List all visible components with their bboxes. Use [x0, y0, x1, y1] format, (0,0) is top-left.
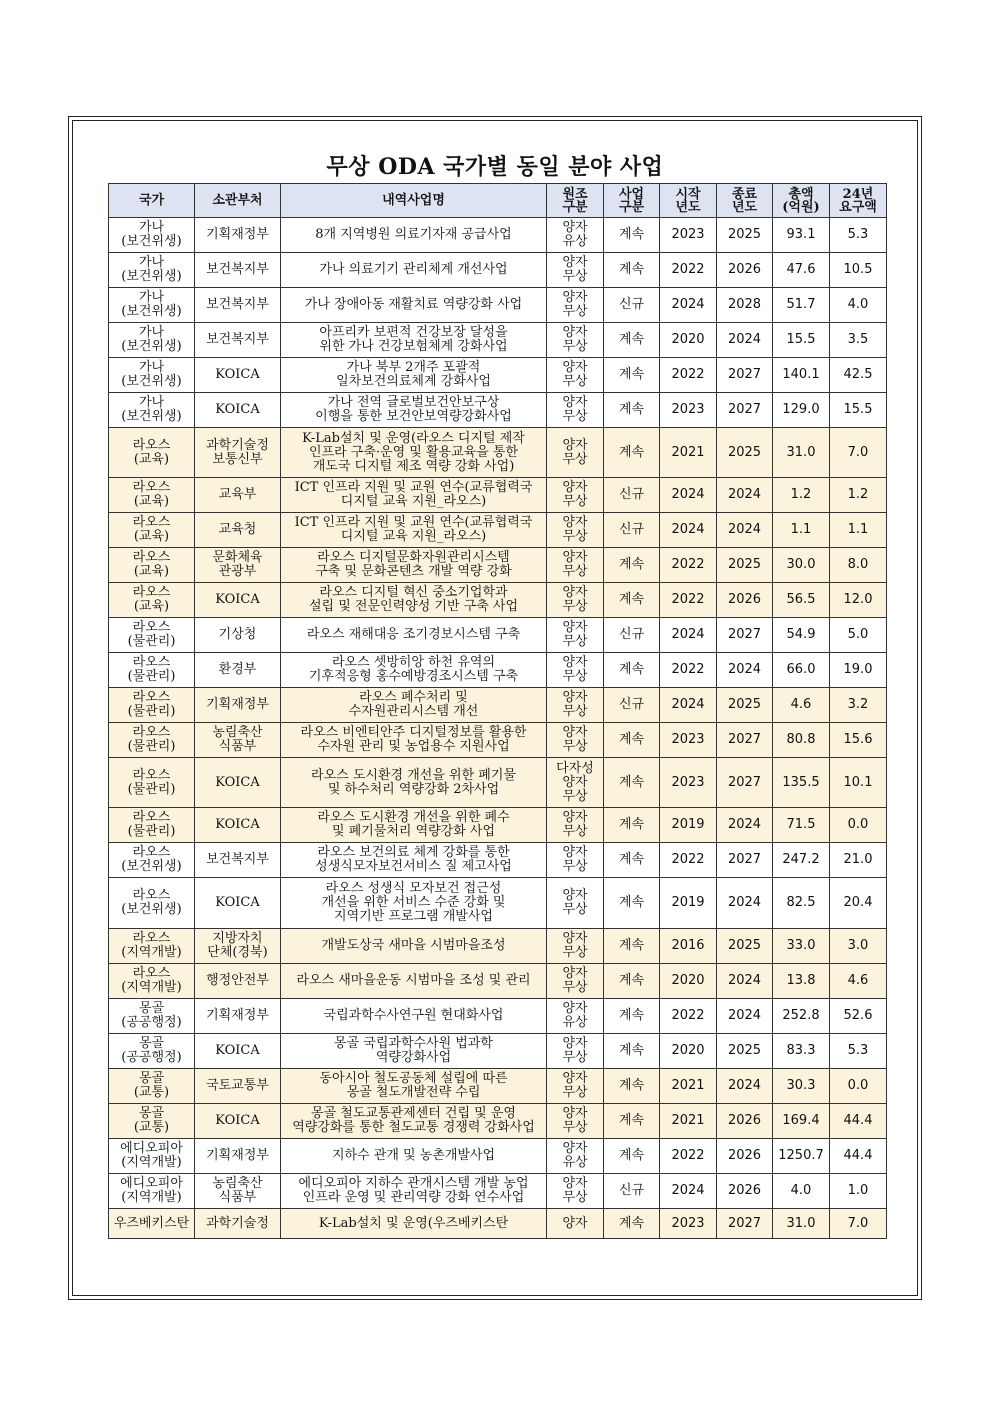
cell-country: 라오스 (교육) [109, 513, 195, 548]
cell-biz-type: 계속 [604, 758, 660, 808]
cell-biz-type: 계속 [604, 323, 660, 358]
cell-end-year: 2026 [717, 253, 773, 288]
cell-project: 라오스 셋방히앙 하천 유역의 기후적응형 홍수예방경조시스템 구축 [281, 653, 547, 688]
cell-end-year: 2025 [717, 218, 773, 253]
cell-end-year: 2027 [717, 618, 773, 653]
cell-aid-type: 양자 무상 [547, 548, 604, 583]
cell-start-year: 2020 [660, 964, 717, 999]
cell-request-24: 0.0 [830, 808, 887, 843]
table-row [109, 688, 887, 723]
cell-ministry: KOICA [195, 1104, 281, 1139]
header-project: 내역사업명 [281, 184, 547, 218]
table-row [109, 1069, 887, 1104]
cell-country: 가나 (보건위생) [109, 218, 195, 253]
cell-total: 83.3 [773, 1034, 830, 1069]
cell-request-24: 52.6 [830, 999, 887, 1034]
cell-country: 라오스 (물관리) [109, 758, 195, 808]
cell-biz-type: 계속 [604, 723, 660, 758]
cell-end-year: 2024 [717, 999, 773, 1034]
cell-start-year: 2019 [660, 878, 717, 929]
cell-aid-type: 양자 유상 [547, 1139, 604, 1174]
cell-request-24: 21.0 [830, 843, 887, 878]
table-row [109, 1139, 887, 1174]
cell-request-24: 44.4 [830, 1104, 887, 1139]
cell-ministry: 보건복지부 [195, 843, 281, 878]
cell-country: 라오스 (보건위생) [109, 843, 195, 878]
cell-request-24: 5.3 [830, 1034, 887, 1069]
cell-biz-type: 신규 [604, 288, 660, 323]
cell-ministry: 행정안전부 [195, 964, 281, 999]
cell-country: 라오스 (물관리) [109, 618, 195, 653]
cell-end-year: 2027 [717, 758, 773, 808]
header-country: 국가 [109, 184, 195, 218]
table-row [109, 723, 887, 758]
cell-country: 가나 (보건위생) [109, 393, 195, 428]
cell-request-24: 20.4 [830, 878, 887, 929]
cell-end-year: 2024 [717, 808, 773, 843]
cell-end-year: 2027 [717, 843, 773, 878]
cell-biz-type: 계속 [604, 1209, 660, 1239]
cell-country: 몽골 (교통) [109, 1104, 195, 1139]
cell-aid-type: 양자 무상 [547, 723, 604, 758]
cell-start-year: 2021 [660, 1104, 717, 1139]
cell-request-24: 3.5 [830, 323, 887, 358]
cell-ministry: 과학기술정 보통신부 [195, 428, 281, 478]
cell-country: 에디오피아 (지역개발) [109, 1139, 195, 1174]
cell-project: 라오스 디지털 혁신 중소기업학과 설립 및 전문인력양성 기반 구축 사업 [281, 583, 547, 618]
cell-ministry: 환경부 [195, 653, 281, 688]
cell-end-year: 2025 [717, 929, 773, 964]
cell-total: 54.9 [773, 618, 830, 653]
cell-total: 15.5 [773, 323, 830, 358]
cell-aid-type: 양자 무상 [547, 478, 604, 513]
cell-start-year: 2022 [660, 843, 717, 878]
cell-total: 1250.7 [773, 1139, 830, 1174]
cell-biz-type: 계속 [604, 428, 660, 478]
cell-project: 라오스 새마을운동 시범마을 조성 및 관리 [281, 964, 547, 999]
header-start-year: 시작 년도 [660, 184, 717, 218]
table-row [109, 393, 887, 428]
cell-biz-type: 신규 [604, 618, 660, 653]
cell-project: ICT 인프라 지원 및 교원 연수(교류협력국 디지털 교육 지원_라오스) [281, 513, 547, 548]
cell-project: 몽골 국립과학수사원 법과학 역량강화사업 [281, 1034, 547, 1069]
cell-ministry: KOICA [195, 1034, 281, 1069]
cell-total: 4.0 [773, 1174, 830, 1209]
cell-end-year: 2024 [717, 964, 773, 999]
cell-biz-type: 계속 [604, 808, 660, 843]
cell-aid-type: 양자 무상 [547, 428, 604, 478]
table-row [109, 478, 887, 513]
cell-end-year: 2025 [717, 548, 773, 583]
table-row [109, 653, 887, 688]
cell-country: 라오스 (물관리) [109, 808, 195, 843]
cell-biz-type: 계속 [604, 1034, 660, 1069]
cell-country: 가나 (보건위생) [109, 323, 195, 358]
cell-end-year: 2024 [717, 653, 773, 688]
cell-request-24: 12.0 [830, 583, 887, 618]
cell-request-24: 10.5 [830, 253, 887, 288]
cell-project: 동아시아 철도공동체 설립에 따른 몽골 철도개발전략 수립 [281, 1069, 547, 1104]
cell-project: 개발도상국 새마을 시범마을조성 [281, 929, 547, 964]
header-end-year: 종료 년도 [717, 184, 773, 218]
cell-project: 라오스 도시환경 개선을 위한 폐기물 및 하수처리 역량강화 2차사업 [281, 758, 547, 808]
cell-start-year: 2019 [660, 808, 717, 843]
cell-start-year: 2023 [660, 1209, 717, 1239]
cell-aid-type: 양자 유상 [547, 999, 604, 1034]
cell-ministry: 기획재정부 [195, 1139, 281, 1174]
cell-total: 51.7 [773, 288, 830, 323]
cell-country: 우즈베키스탄 [109, 1209, 195, 1239]
cell-ministry: 보건복지부 [195, 253, 281, 288]
cell-biz-type: 계속 [604, 583, 660, 618]
table-row [109, 358, 887, 393]
cell-biz-type: 계속 [604, 929, 660, 964]
cell-ministry: KOICA [195, 358, 281, 393]
cell-start-year: 2020 [660, 323, 717, 358]
cell-project: 가나 의료기기 관리체계 개선사업 [281, 253, 547, 288]
cell-project: 라오스 재해대응 조기경보시스템 구축 [281, 618, 547, 653]
cell-total: 4.6 [773, 688, 830, 723]
cell-country: 몽골 (교통) [109, 1069, 195, 1104]
cell-request-24: 3.0 [830, 929, 887, 964]
table-row [109, 929, 887, 964]
cell-end-year: 2026 [717, 1174, 773, 1209]
table-row [109, 548, 887, 583]
cell-start-year: 2022 [660, 653, 717, 688]
cell-total: 47.6 [773, 253, 830, 288]
cell-biz-type: 계속 [604, 999, 660, 1034]
cell-start-year: 2020 [660, 1034, 717, 1069]
cell-aid-type: 양자 무상 [547, 323, 604, 358]
cell-country: 에디오피아 (지역개발) [109, 1174, 195, 1209]
cell-start-year: 2022 [660, 999, 717, 1034]
cell-end-year: 2026 [717, 1104, 773, 1139]
cell-request-24: 1.1 [830, 513, 887, 548]
cell-ministry: 농림축산 식품부 [195, 723, 281, 758]
cell-total: 140.1 [773, 358, 830, 393]
cell-biz-type: 계속 [604, 843, 660, 878]
table-row [109, 1034, 887, 1069]
cell-country: 몽골 (공공행정) [109, 999, 195, 1034]
cell-aid-type: 양자 무상 [547, 358, 604, 393]
cell-biz-type: 신규 [604, 478, 660, 513]
table-row [109, 964, 887, 999]
cell-country: 가나 (보건위생) [109, 253, 195, 288]
cell-country: 라오스 (물관리) [109, 688, 195, 723]
cell-total: 82.5 [773, 878, 830, 929]
cell-ministry: 교육부 [195, 478, 281, 513]
cell-start-year: 2024 [660, 618, 717, 653]
cell-request-24: 7.0 [830, 428, 887, 478]
cell-biz-type: 신규 [604, 1174, 660, 1209]
cell-total: 80.8 [773, 723, 830, 758]
cell-country: 라오스 (보건위생) [109, 878, 195, 929]
cell-country: 가나 (보건위생) [109, 358, 195, 393]
cell-aid-type: 양자 무상 [547, 393, 604, 428]
table-row [109, 618, 887, 653]
cell-biz-type: 계속 [604, 1104, 660, 1139]
cell-request-24: 15.5 [830, 393, 887, 428]
cell-end-year: 2027 [717, 723, 773, 758]
cell-total: 30.3 [773, 1069, 830, 1104]
cell-ministry: 기상청 [195, 618, 281, 653]
cell-ministry: 과학기술정 [195, 1209, 281, 1239]
cell-project: 에디오피아 지하수 관개시스템 개발 농업 인프라 운영 및 관리역량 강화 연수사업 [281, 1174, 547, 1209]
cell-aid-type: 양자 무상 [547, 288, 604, 323]
cell-ministry: 기획재정부 [195, 688, 281, 723]
cell-total: 13.8 [773, 964, 830, 999]
cell-start-year: 2022 [660, 583, 717, 618]
cell-project: 가나 장애아동 재활치료 역량강화 사업 [281, 288, 547, 323]
header-biz-type: 사업 구분 [604, 184, 660, 218]
cell-end-year: 2024 [717, 323, 773, 358]
cell-start-year: 2024 [660, 288, 717, 323]
cell-aid-type: 양자 무상 [547, 653, 604, 688]
cell-start-year: 2023 [660, 723, 717, 758]
cell-start-year: 2024 [660, 513, 717, 548]
cell-end-year: 2024 [717, 878, 773, 929]
cell-biz-type: 계속 [604, 964, 660, 999]
cell-end-year: 2026 [717, 1139, 773, 1174]
cell-end-year: 2025 [717, 1034, 773, 1069]
cell-total: 30.0 [773, 548, 830, 583]
table-row [109, 758, 887, 808]
cell-project: 라오스 디지털문화자원관리시스템 구축 및 문화콘텐츠 개발 역량 강화 [281, 548, 547, 583]
header-total: 총액 (억원) [773, 184, 830, 218]
cell-ministry: KOICA [195, 878, 281, 929]
table-row [109, 1209, 887, 1239]
cell-ministry: 보건복지부 [195, 323, 281, 358]
cell-project: 몽골 철도교통관제센터 건립 및 운영 역량강화를 통한 철도교통 경쟁력 강화사업 [281, 1104, 547, 1139]
header-row [109, 184, 887, 218]
cell-ministry: KOICA [195, 393, 281, 428]
cell-total: 135.5 [773, 758, 830, 808]
cell-country: 라오스 (교육) [109, 428, 195, 478]
cell-start-year: 2023 [660, 218, 717, 253]
cell-request-24: 19.0 [830, 653, 887, 688]
cell-country: 라오스 (지역개발) [109, 929, 195, 964]
cell-country: 라오스 (교육) [109, 583, 195, 618]
header-aid-type: 원조 구분 [547, 184, 604, 218]
cell-total: 56.5 [773, 583, 830, 618]
cell-total: 252.8 [773, 999, 830, 1034]
table-row [109, 428, 887, 478]
cell-aid-type: 양자 무상 [547, 1069, 604, 1104]
cell-biz-type: 계속 [604, 1069, 660, 1104]
cell-aid-type: 양자 무상 [547, 843, 604, 878]
cell-project: 가나 북부 2개주 포괄적 일차보건의료체계 강화사업 [281, 358, 547, 393]
cell-request-24: 7.0 [830, 1209, 887, 1239]
cell-request-24: 5.3 [830, 218, 887, 253]
cell-biz-type: 계속 [604, 253, 660, 288]
cell-project: 라오스 폐수처리 및 수자원관리시스템 개선 [281, 688, 547, 723]
cell-request-24: 8.0 [830, 548, 887, 583]
cell-total: 31.0 [773, 1209, 830, 1239]
cell-aid-type: 양자 무상 [547, 513, 604, 548]
table-row [109, 218, 887, 253]
cell-request-24: 0.0 [830, 1069, 887, 1104]
cell-project: 아프리카 보편적 건강보장 달성을 위한 가나 건강보험체계 강화사업 [281, 323, 547, 358]
cell-aid-type: 양자 무상 [547, 1174, 604, 1209]
cell-ministry: 보건복지부 [195, 288, 281, 323]
cell-ministry: KOICA [195, 758, 281, 808]
cell-start-year: 2022 [660, 548, 717, 583]
cell-ministry: KOICA [195, 583, 281, 618]
cell-start-year: 2021 [660, 428, 717, 478]
cell-total: 1.1 [773, 513, 830, 548]
cell-total: 33.0 [773, 929, 830, 964]
cell-aid-type: 양자 무상 [547, 808, 604, 843]
cell-request-24: 3.2 [830, 688, 887, 723]
cell-start-year: 2022 [660, 1139, 717, 1174]
cell-start-year: 2023 [660, 393, 717, 428]
cell-start-year: 2016 [660, 929, 717, 964]
cell-total: 247.2 [773, 843, 830, 878]
cell-start-year: 2024 [660, 1174, 717, 1209]
cell-ministry: 기획재정부 [195, 218, 281, 253]
cell-aid-type: 양자 무상 [547, 1034, 604, 1069]
cell-request-24: 1.2 [830, 478, 887, 513]
cell-total: 93.1 [773, 218, 830, 253]
cell-biz-type: 계속 [604, 878, 660, 929]
cell-country: 라오스 (물관리) [109, 653, 195, 688]
cell-biz-type: 신규 [604, 513, 660, 548]
cell-end-year: 2025 [717, 428, 773, 478]
cell-aid-type: 양자 무상 [547, 618, 604, 653]
cell-total: 66.0 [773, 653, 830, 688]
cell-aid-type: 양자 무상 [547, 878, 604, 929]
document-title: 무상 ODA 국가별 동일 분야 사업 [326, 154, 664, 180]
cell-request-24: 1.0 [830, 1174, 887, 1209]
table-row [109, 843, 887, 878]
table-row [109, 288, 887, 323]
cell-total: 129.0 [773, 393, 830, 428]
cell-ministry: 문화체육 관광부 [195, 548, 281, 583]
cell-request-24: 10.1 [830, 758, 887, 808]
cell-request-24: 44.4 [830, 1139, 887, 1174]
cell-biz-type: 계속 [604, 218, 660, 253]
cell-country: 라오스 (지역개발) [109, 964, 195, 999]
cell-country: 몽골 (공공행정) [109, 1034, 195, 1069]
cell-biz-type: 계속 [604, 393, 660, 428]
cell-request-24: 42.5 [830, 358, 887, 393]
cell-biz-type: 계속 [604, 358, 660, 393]
cell-country: 라오스 (물관리) [109, 723, 195, 758]
cell-end-year: 2024 [717, 478, 773, 513]
oda-table [108, 183, 887, 1239]
cell-biz-type: 계속 [604, 548, 660, 583]
cell-end-year: 2024 [717, 513, 773, 548]
cell-start-year: 2021 [660, 1069, 717, 1104]
cell-end-year: 2028 [717, 288, 773, 323]
cell-aid-type: 양자 무상 [547, 1104, 604, 1139]
cell-aid-type: 양자 무상 [547, 688, 604, 723]
cell-start-year: 2022 [660, 253, 717, 288]
table-row [109, 323, 887, 358]
table-row [109, 1174, 887, 1209]
table-row [109, 253, 887, 288]
cell-end-year: 2024 [717, 1069, 773, 1104]
cell-biz-type: 계속 [604, 1139, 660, 1174]
header-ministry: 소관부처 [195, 184, 281, 218]
table-row [109, 513, 887, 548]
cell-start-year: 2023 [660, 758, 717, 808]
cell-request-24: 15.6 [830, 723, 887, 758]
cell-end-year: 2027 [717, 393, 773, 428]
cell-aid-type: 양자 유상 [547, 218, 604, 253]
cell-aid-type: 양자 무상 [547, 583, 604, 618]
cell-country: 라오스 (교육) [109, 548, 195, 583]
cell-project: 8개 지역병원 의료기자재 공급사업 [281, 218, 547, 253]
cell-total: 1.2 [773, 478, 830, 513]
cell-aid-type: 양자 무상 [547, 253, 604, 288]
cell-ministry: 농림축산 식품부 [195, 1174, 281, 1209]
cell-ministry: 지방자치 단체(경북) [195, 929, 281, 964]
cell-project: 라오스 도시환경 개선을 위한 폐수 및 폐기물처리 역량강화 사업 [281, 808, 547, 843]
table-row [109, 999, 887, 1034]
table-row [109, 808, 887, 843]
cell-start-year: 2022 [660, 358, 717, 393]
cell-project: ICT 인프라 지원 및 교원 연수(교류협력국 디지털 교육 지원_라오스) [281, 478, 547, 513]
table-row [109, 878, 887, 929]
cell-project: 가나 전역 글로벌보건안보구상 이행을 통한 보건안보역량강화사업 [281, 393, 547, 428]
table-row [109, 1104, 887, 1139]
cell-ministry: 기획재정부 [195, 999, 281, 1034]
cell-start-year: 2024 [660, 688, 717, 723]
cell-project: 지하수 관개 및 농촌개발사업 [281, 1139, 547, 1174]
cell-country: 가나 (보건위생) [109, 288, 195, 323]
cell-aid-type: 양자 무상 [547, 964, 604, 999]
header-request-24: 24년 요구액 [830, 184, 887, 218]
cell-aid-type: 양자 [547, 1209, 604, 1239]
cell-end-year: 2027 [717, 358, 773, 393]
cell-project: 국립과학수사연구원 현대화사업 [281, 999, 547, 1034]
cell-ministry: 국토교통부 [195, 1069, 281, 1104]
cell-project: K-Lab설치 및 운영(라오스 디지털 제작 인프라 구축·운영 및 활용교육을 통한 개도국 디지털 제조 역량 강화 사업) [281, 428, 547, 478]
cell-biz-type: 계속 [604, 653, 660, 688]
cell-total: 71.5 [773, 808, 830, 843]
cell-project: K-Lab설치 및 운영(우즈베키스탄 [281, 1209, 547, 1239]
cell-end-year: 2025 [717, 688, 773, 723]
table-row [109, 583, 887, 618]
cell-country: 라오스 (교육) [109, 478, 195, 513]
cell-project: 라오스 보건의료 체계 강화를 통한 성생식모자보건서비스 질 제고사업 [281, 843, 547, 878]
cell-biz-type: 신규 [604, 688, 660, 723]
cell-aid-type: 양자 무상 [547, 929, 604, 964]
cell-request-24: 4.0 [830, 288, 887, 323]
cell-start-year: 2024 [660, 478, 717, 513]
cell-ministry: 교육청 [195, 513, 281, 548]
cell-request-24: 4.6 [830, 964, 887, 999]
cell-project: 라오스 성생식 모자보건 접근성 개선을 위한 서비스 수준 강화 및 지역기반 프로그램 개발사업 [281, 878, 547, 929]
cell-project: 라오스 비엔티안주 디지털정보를 활용한 수자원 관리 및 농업용수 지원사업 [281, 723, 547, 758]
cell-total: 31.0 [773, 428, 830, 478]
cell-total: 169.4 [773, 1104, 830, 1139]
cell-end-year: 2027 [717, 1209, 773, 1239]
cell-ministry: KOICA [195, 808, 281, 843]
cell-request-24: 5.0 [830, 618, 887, 653]
cell-aid-type: 다자성 양자 무상 [547, 758, 604, 808]
cell-end-year: 2026 [717, 583, 773, 618]
